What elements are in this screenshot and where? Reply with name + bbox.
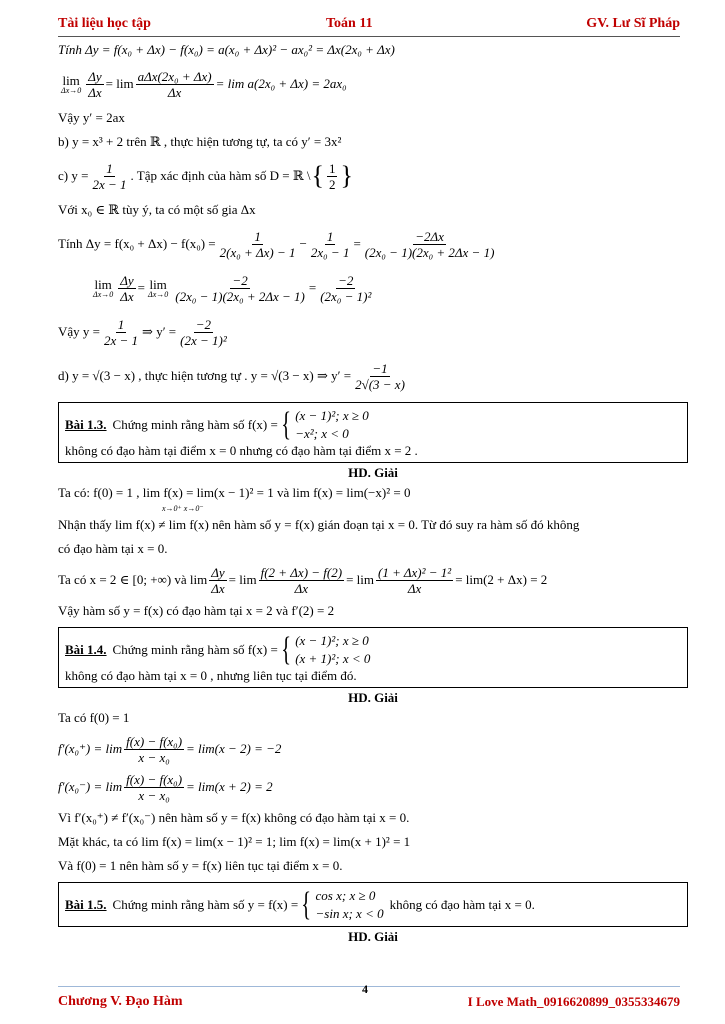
header-left: Tài liệu học tập bbox=[58, 16, 151, 31]
fraction: $\frac{1}{\text{2(x₀ + Δx) − 1}}$ bbox=[219, 228, 296, 260]
sol14-line-6: Và f(0) = 1 nên hàm số y = f(x) liên tục tại điểm x = 0. bbox=[58, 858, 343, 873]
sol14-line-3: f′(x₀⁻) = lim $\frac{\text{f(x) − f(x₀)}}{\text{x − x₀}}$ = lim(x + 2) = 2 bbox=[58, 771, 273, 803]
sol14-line-2: f′(x₀⁺) = lim $\frac{\text{f(x) − f(x₀)}}{\text{x − x₀}}$ = lim(x − 2) = −2 bbox=[58, 733, 282, 765]
fraction: $\frac{\text{(1 + Δx)² − 1²}}{\Delta x}$ bbox=[378, 564, 452, 596]
fraction: $\frac{\Delta y}{\Delta x}$ bbox=[120, 272, 134, 304]
exercise-1-3: Bài 1.3. Chứng minh rằng hàm số f(x) = { (x − 1)²; x ≥ 0 −x²; x < 0 không có đạo hàm tại điểm x = 0 nhưng có đạo hàm tại điểm x = 2 . bbox=[58, 402, 688, 463]
sol14-line-4: Vì f′(x₀⁺) ≠ f′(x₀⁻) nên hàm số y = f(x) không có đạo hàm tại x = 0. bbox=[58, 810, 410, 825]
exercise-title: Bài 1.3. bbox=[65, 417, 107, 432]
sol13-line-2: Nhận thấy lim f(x) ≠ lim f(x) nên hàm số y = f(x) gián đoạn tại x = 0. Từ đó suy ra hàm số đó không bbox=[58, 517, 580, 532]
fraction: $\frac{\text{f(x) − f(x₀)}}{\text{x − x₀}}$ bbox=[126, 733, 183, 765]
hd-heading: HD. Giải bbox=[348, 929, 398, 944]
fraction: $\frac{1}{2}$ bbox=[328, 160, 336, 192]
piecewise: { (x − 1)²; x ≥ 0 −x²; x < 0 bbox=[281, 406, 369, 443]
line-3: Vậy y′ = 2ax bbox=[58, 110, 125, 125]
line-7: Tính Δy = f(x₀ + Δx) − f(x₀) = $\frac{1}{\text{2(x₀ + Δx) − 1}}$ − $\frac{1}{\text{2x₀ − 1}}$ = $\frac{-2\Delta x}{\text{(2x₀ − 1)(2x₀ + 2Δx − 1)}}$ bbox=[58, 228, 495, 260]
line-1: Tính Δy = f(x₀ + Δx) − f(x₀) = a(x₀ + Δx)² − ax₀² = Δx(2x₀ + Δx) bbox=[58, 42, 395, 57]
footer-right: I Love Math_0916620899_0355334679 bbox=[467, 994, 680, 1009]
fraction: $\frac{\text{aΔx(2x₀ + Δx)}}{\Delta x}$ bbox=[137, 68, 212, 100]
header-right: GV. Lư Sĩ Pháp bbox=[586, 16, 680, 31]
sol14-line-5: Mặt khác, ta có lim f(x) = lim(x − 1)² = 1; lim f(x) = lim(x + 1)² = 1 bbox=[58, 834, 411, 849]
fraction: $\frac{1}{\text{2x₀ − 1}}$ bbox=[310, 228, 350, 260]
sol13-line-4: Ta có x = 2 ∈ [0; +∞) và lim $\frac{\Delta y}{\Delta x}$ = lim $\frac{f(2 + \Delta x) - f(2)}{\Delta x}$ = lim $\frac{\text{(1 + Δx)² − 1²}}{\Delta x}$ = lim(2 + Δx) = 2 bbox=[58, 564, 548, 596]
line-10: d) y = √(3 − x) , thực hiện tương tự . y = √(3 − x) ⇒ y′ = $\frac{-1}{2√(3 - x)}$ bbox=[58, 360, 405, 392]
line-9: Vậy y = $\frac{1}{2x - 1}$ ⇒ y′ = $\frac{-2}{\text{(2x − 1)²}}$ bbox=[58, 316, 227, 348]
sol14-line-1: Ta có f(0) = 1 bbox=[58, 710, 130, 725]
fraction: $\frac{-1}{2√(3 - x)}$ bbox=[355, 360, 405, 392]
fraction: $\frac{-2}{\text{(2x − 1)²}}$ bbox=[180, 316, 227, 348]
fraction: $\frac{-2}{\text{(2x₀ − 1)(2x₀ + 2Δx − 1)}}$ bbox=[175, 272, 305, 304]
sol13-sub: x→0⁺ x→0⁻ bbox=[162, 504, 204, 513]
footer-left: Chương V. Đạo Hàm bbox=[58, 994, 183, 1009]
fraction: $\frac{1}{2x - 1}$ bbox=[92, 160, 127, 192]
fraction: $\frac{-2\Delta x}{\text{(2x₀ − 1)(2x₀ + 2Δx − 1)}}$ bbox=[364, 228, 495, 260]
line-6: Với x₀ ∈ ℝ tùy ý, ta có một số gia Δx bbox=[58, 202, 256, 217]
content bbox=[58, 38, 688, 945]
fraction: $\frac{\Delta y}{\Delta x}$ bbox=[211, 564, 225, 596]
exercise-1-4: Bài 1.4. Chứng minh rằng hàm số f(x) = { (x − 1)²; x ≥ 0 (x + 1)²; x < 0 không có đạo hàm tại x = 0 , nhưng liên tục tại điểm đó. bbox=[58, 627, 688, 688]
fraction: $\frac{f(2 + \Delta x) - f(2)}{\Delta x}$ bbox=[260, 564, 343, 596]
fraction: $\frac{\Delta y}{\Delta x}$ bbox=[88, 68, 102, 100]
exercise-1-5: Bài 1.5. Chứng minh rằng hàm số y = f(x) = { cos x; x ≥ 0 −sin x; x < 0 không có đạo hàm tại x = 0. bbox=[58, 882, 688, 927]
header-center: Toán 11 bbox=[326, 16, 373, 31]
exercise-title: Bài 1.4. bbox=[65, 642, 107, 657]
sol13-line-5: Vậy hàm số y = f(x) có đạo hàm tại x = 2 và f′(2) = 2 bbox=[58, 603, 335, 618]
page-number: 4 bbox=[362, 982, 368, 996]
fraction: $\frac{\text{f(x) − f(x₀)}}{\text{x − x₀}}$ bbox=[126, 771, 183, 803]
hd-heading: HD. Giải bbox=[348, 690, 398, 705]
fraction: $\frac{-2}{\text{(2x₀ − 1)²}}$ bbox=[320, 272, 372, 304]
line-4: b) y = x³ + 2 trên ℝ , thực hiện tương tự, ta có y′ = 3x² bbox=[58, 134, 342, 149]
piecewise: { (x − 1)²; x ≥ 0 (x + 1)²; x < 0 bbox=[281, 631, 371, 668]
page-footer bbox=[58, 982, 680, 1018]
line-2: lim Δx→0 $\frac{\Delta y}{\Delta x}$ = lim $\frac{\text{aΔx(2x₀ + Δx)}}{\Delta x}$ = lim a(2x₀ + Δx) = 2ax₀ bbox=[61, 68, 347, 100]
page-header bbox=[58, 14, 680, 37]
limit: lim Δx→0 bbox=[61, 72, 82, 95]
piecewise: { cos x; x ≥ 0 −sin x; x < 0 bbox=[301, 886, 384, 923]
sol13-line-1: Ta có: f(0) = 1 , lim f(x) = lim(x − 1)² = 1 và lim f(x) = lim(−x)² = 0 bbox=[58, 485, 411, 500]
line-5: c) y = $\frac{1}{2x - 1}$ . Tập xác định của hàm số D = ℝ \ { $\frac{1}{2}$ } bbox=[58, 160, 353, 192]
exercise-title: Bài 1.5. bbox=[65, 897, 107, 912]
sol13-line-3: có đạo hàm tại x = 0. bbox=[58, 541, 168, 556]
hd-heading: HD. Giải bbox=[348, 465, 398, 480]
line-8: lim Δx→0 $\frac{\Delta y}{\Delta x}$ = lim Δx→0 $\frac{-2}{\text{(2x₀ − 1)(2x₀ + 2Δx − 1)}}$ = $\frac{-2}{\text{(2x₀ − 1)²}}$ bbox=[93, 272, 372, 304]
footer-rule bbox=[58, 986, 680, 987]
fraction: $\frac{1}{2x - 1}$ bbox=[104, 316, 139, 348]
